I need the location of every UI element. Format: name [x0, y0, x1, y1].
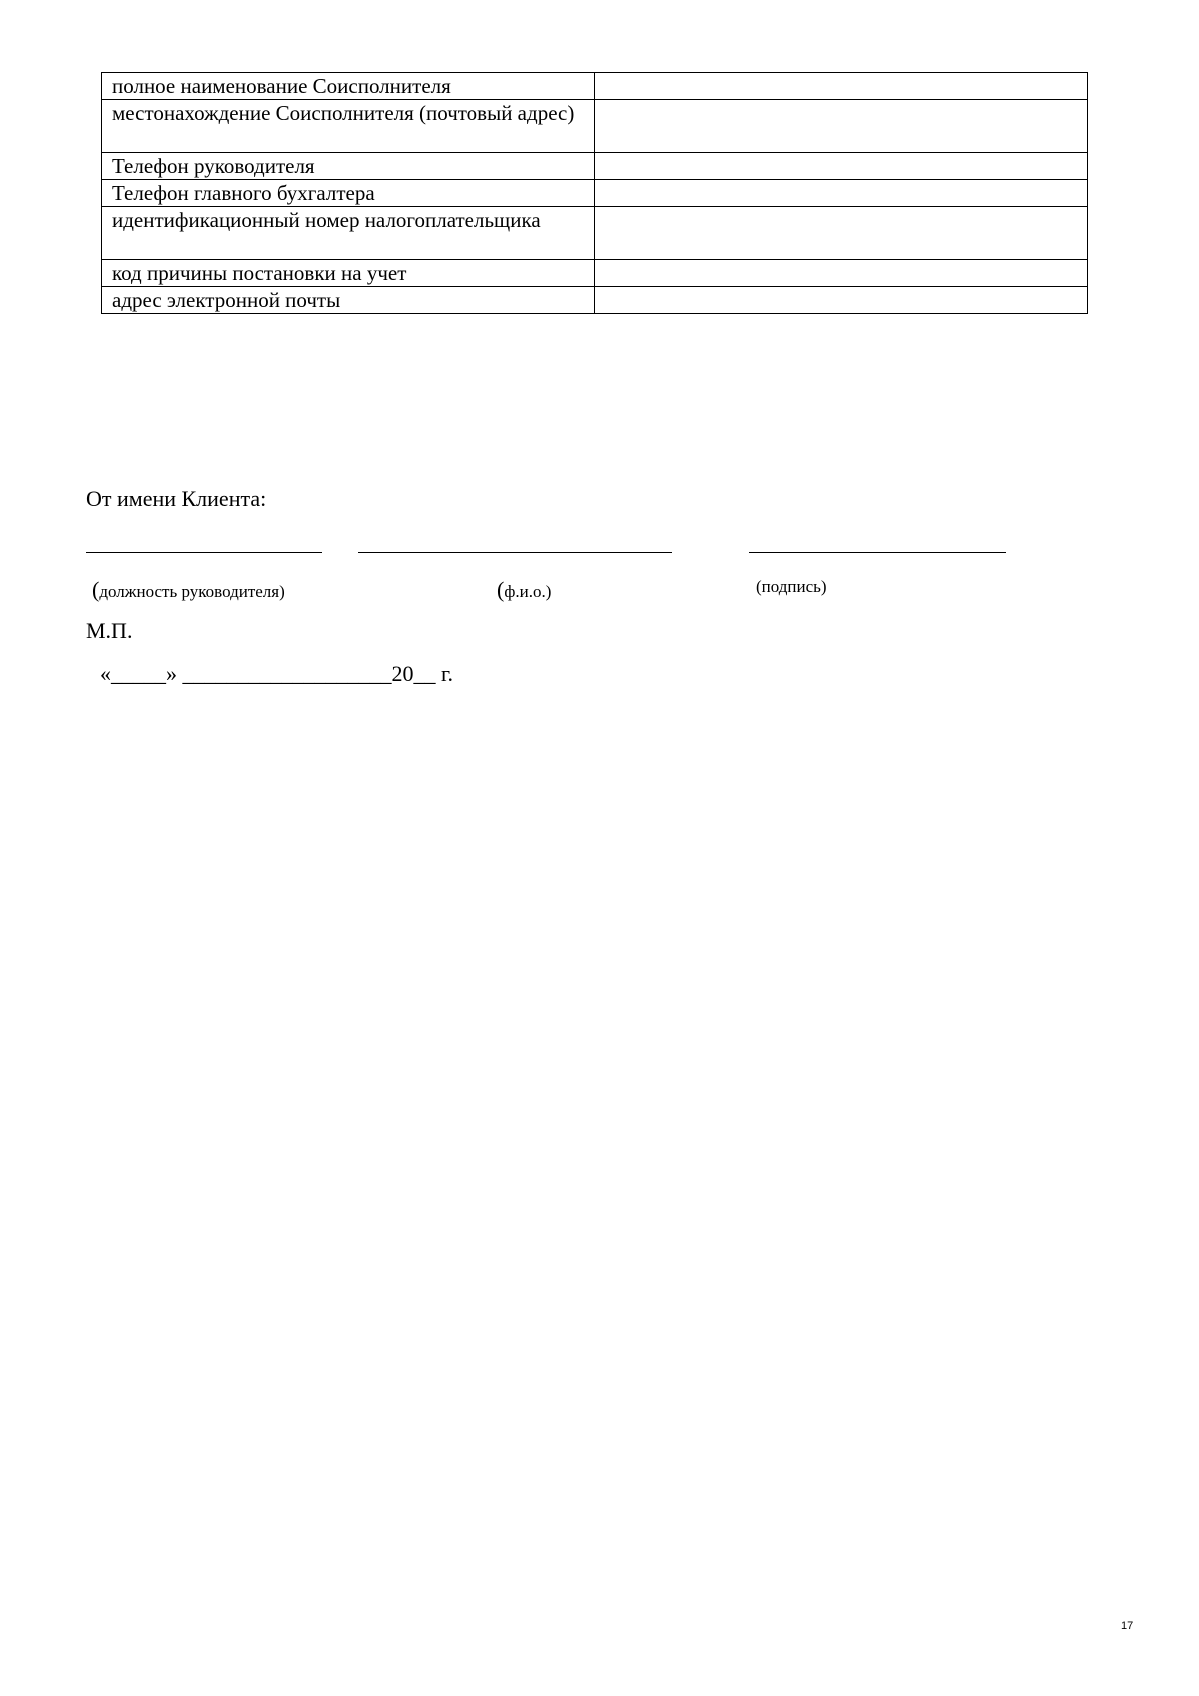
- row-value-inn[interactable]: [595, 207, 1088, 260]
- position-caption: [92, 577, 285, 603]
- row-label-address: местонахождение Соисполнителя (почтовый адрес): [102, 100, 595, 153]
- signature-caption: (подпись): [756, 577, 827, 596]
- table-row: [102, 100, 1088, 153]
- position-caption-text: должность руководителя): [99, 582, 285, 601]
- stamp-placeholder: М.П.: [86, 618, 133, 643]
- table-row: [102, 73, 1088, 100]
- name-caption: [497, 577, 551, 603]
- row-value-kpp[interactable]: [595, 260, 1088, 287]
- row-value-address[interactable]: [595, 100, 1088, 153]
- table-row: [102, 260, 1088, 287]
- row-label-accountant-phone: Телефон главного бухгалтера: [102, 180, 595, 207]
- position-caption-paren: (: [92, 577, 100, 602]
- row-label-director-phone: Телефон руководителя: [102, 153, 595, 180]
- table-row: [102, 207, 1088, 260]
- row-label-inn: идентификационный номер налогоплательщика: [102, 207, 595, 260]
- row-label-full-name: полное наименование Соисполнителя: [102, 73, 595, 100]
- table-row: [102, 287, 1088, 314]
- row-value-director-phone[interactable]: [595, 153, 1088, 180]
- signature-line[interactable]: [749, 552, 1006, 553]
- row-value-full-name[interactable]: [595, 73, 1088, 100]
- table-row: [102, 180, 1088, 207]
- name-signature-line[interactable]: [358, 552, 672, 553]
- row-value-accountant-phone[interactable]: [595, 180, 1088, 207]
- row-value-email[interactable]: [595, 287, 1088, 314]
- table-row: [102, 153, 1088, 180]
- row-label-email: адрес электронной почты: [102, 287, 595, 314]
- name-caption-paren: (: [497, 577, 505, 602]
- page-number: 17: [1121, 1620, 1134, 1632]
- date-line: «_____» ___________________20__ г.: [100, 661, 454, 686]
- position-signature-line[interactable]: [86, 552, 322, 553]
- on-behalf-heading: От имени Клиента:: [86, 486, 267, 511]
- row-label-kpp: код причины постановки на учет: [102, 260, 595, 287]
- name-caption-text: ф.и.о.): [504, 582, 552, 601]
- organization-details-table: [101, 72, 1088, 314]
